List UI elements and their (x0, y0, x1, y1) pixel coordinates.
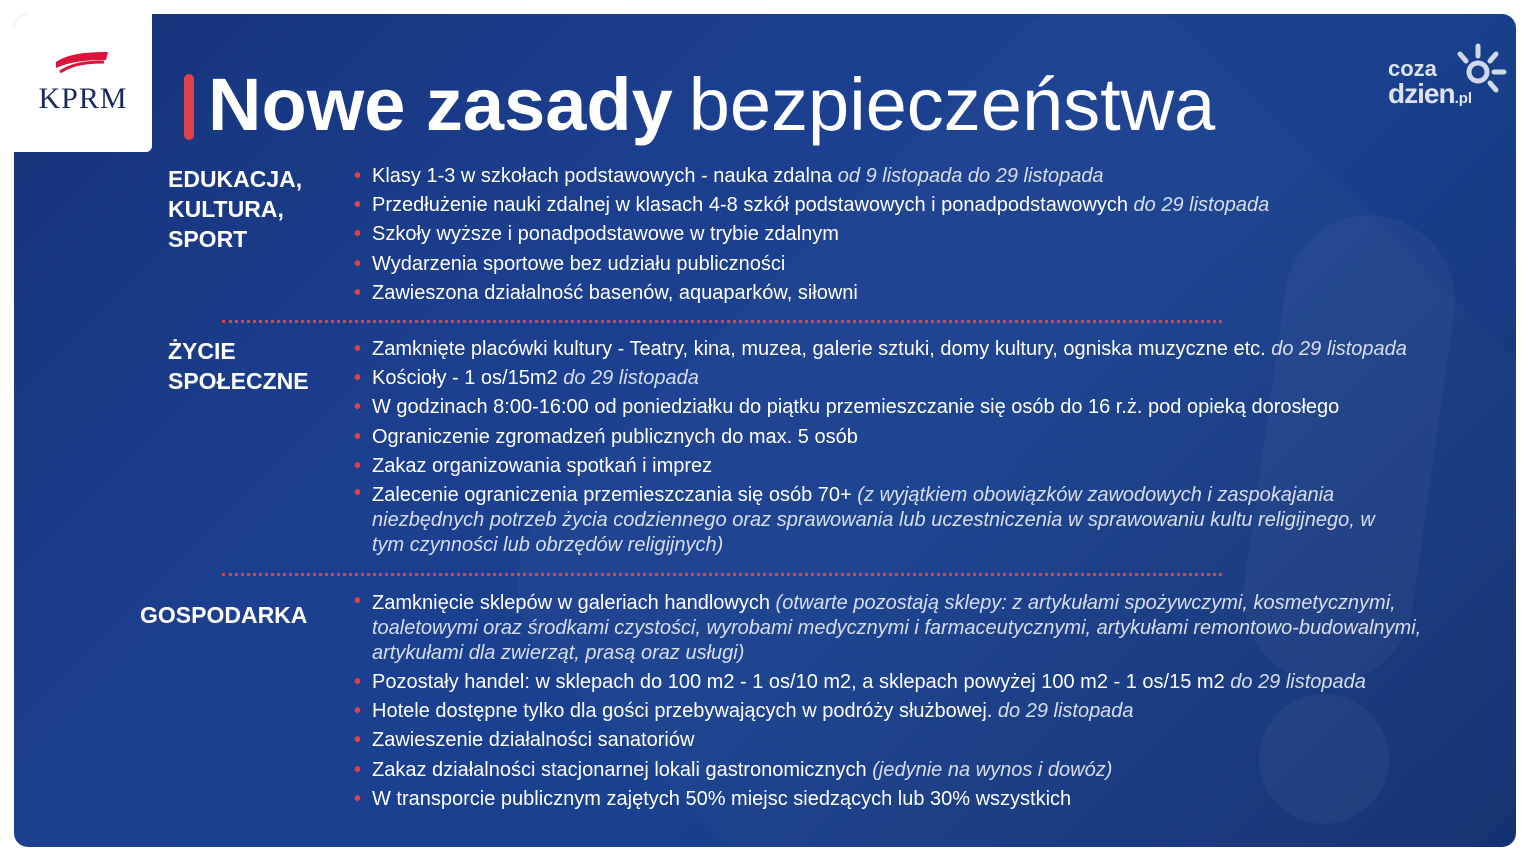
item-text: Zakaz działalności stacjonarnej lokali gastronomicznych (372, 758, 867, 781)
item-text: Przedłużenie nauki zdalnej w klasach 4-8 szkół podstawowych i ponadpodstawowych (372, 194, 1128, 217)
list-item (354, 785, 1504, 814)
section-label-line: EDUKACJA, (168, 166, 303, 192)
list-item (354, 335, 1504, 364)
list-item (354, 393, 1504, 422)
item-text: W godzinach 8:00-16:00 od poniedziałku do piątku przemieszczanie się osób do 16 r.ż. pod opieką dorosłego (372, 396, 1340, 419)
section-label-line: KULTURA, (168, 196, 284, 222)
item-note: do 29 listopada (1230, 671, 1366, 693)
brand-suffix: .pl (1454, 90, 1473, 107)
item-note: (z wyjątkiem obowiązków zawodowych i zaspokajania niezbędnych potrzeb życia codziennego oraz sprawowania lub uczestniczenia w sprawowaniu kultu religijnego, w tym czynności lub obrzędów religijnych) (372, 484, 1375, 557)
section-list-zycie (354, 335, 1504, 560)
title-accent-bar (184, 74, 194, 140)
list-item (354, 279, 1504, 308)
item-text: W transporcie publicznym zajętych 50% miejsc siedzących lub 30% wszystkich (372, 787, 1072, 810)
section-list-edukacja (354, 162, 1504, 308)
list-item (354, 250, 1504, 279)
item-text: Hotele dostępne tylko dla gości przebywających w podróży służbowej. (372, 700, 993, 723)
list-item (354, 423, 1504, 452)
item-text: Zamknięcie sklepów w galeriach handlowych (372, 592, 770, 614)
logo-text: KPRM (38, 82, 128, 115)
item-note: do 29 listopada (1271, 338, 1407, 360)
list-item (354, 220, 1504, 249)
list-item (354, 756, 1504, 785)
item-text: Zalecenie ograniczenia przemieszczania się osób 70+ (372, 484, 852, 507)
item-text: Szkoły wyższe i ponadpodstawowe w trybie zdalnym (372, 223, 839, 246)
list-item (354, 452, 1504, 481)
list-item (354, 697, 1504, 726)
section-label-line: SPORT (168, 226, 248, 252)
kprm-logo (14, 14, 152, 152)
item-note: do 29 listopada (563, 367, 699, 390)
section-divider (222, 320, 1222, 323)
brand-line2 (1388, 78, 1472, 110)
list-item (354, 589, 1452, 668)
list-item (354, 668, 1504, 697)
page-title (208, 60, 1215, 150)
item-text: Zamknięte placówki kultury - Teatry, kina, muzea, galerie sztuki, domy kultury, ogniska muzyczne etc. (372, 338, 1266, 360)
item-note: do 29 listopada (1133, 194, 1270, 217)
brand-name: dzien (1388, 78, 1455, 109)
item-text: Zakaz organizowania spotkań i imprez (372, 454, 713, 477)
item-text: Kościoły - 1 os/15m2 (372, 367, 558, 390)
item-note: od 9 listopada do 29 listopada (837, 165, 1104, 187)
section-label-edukacja (168, 164, 302, 254)
item-note: (otwarte pozostają sklepy: z artykułami spożywczymi, kosmetycznymi, toaletowymi oraz środkami czystości, wyrobami medycznymi i farmaceutycznymi, artykułami remontowo-budowalnymi, artykułami dla zwierząt, prasą oraz usługi) (372, 592, 1422, 664)
section-list-gospodarka (354, 589, 1504, 814)
cozadzien-logo (1384, 38, 1516, 118)
flag-icon (54, 50, 110, 76)
section-label-gospodarka (140, 600, 307, 630)
section-label-line: GOSPODARKA (140, 602, 308, 628)
section-label-zycie (168, 336, 309, 396)
item-text: Ograniczenie zgromadzeń publicznych do max. 5 osób (372, 425, 858, 448)
item-note: (jedynie na wynos i dowóz) (872, 758, 1113, 781)
section-divider (222, 573, 1222, 576)
item-text: Zawieszenie działalności sanatoriów (372, 729, 695, 752)
title-light: bezpieczeństwa (688, 63, 1216, 146)
list-item (354, 481, 1412, 560)
item-text: Zawieszona działalność basenów, aquaparków, siłowni (372, 281, 858, 304)
infographic-card (14, 14, 1516, 847)
list-item (354, 726, 1504, 755)
item-text: Klasy 1-3 w szkołach podstawowych - nauka zdalna (372, 165, 833, 187)
list-item (354, 162, 1504, 191)
item-text: Wydarzenia sportowe bez udziału publiczności (372, 252, 786, 275)
list-item (354, 364, 1504, 393)
title-bold: Nowe zasady (208, 63, 673, 146)
section-label-line: ŻYCIE (168, 338, 236, 364)
section-label-line: SPOŁECZNE (168, 368, 309, 394)
list-item (354, 191, 1504, 220)
item-text: Pozostały handel: w sklepach do 100 m2 - 1 os/10 m2, a sklepach powyżej 100 m2 - 1 os/15 m2 (372, 671, 1225, 693)
brand-line1: coza (1388, 56, 1437, 81)
item-note: do 29 listopada (997, 700, 1134, 723)
